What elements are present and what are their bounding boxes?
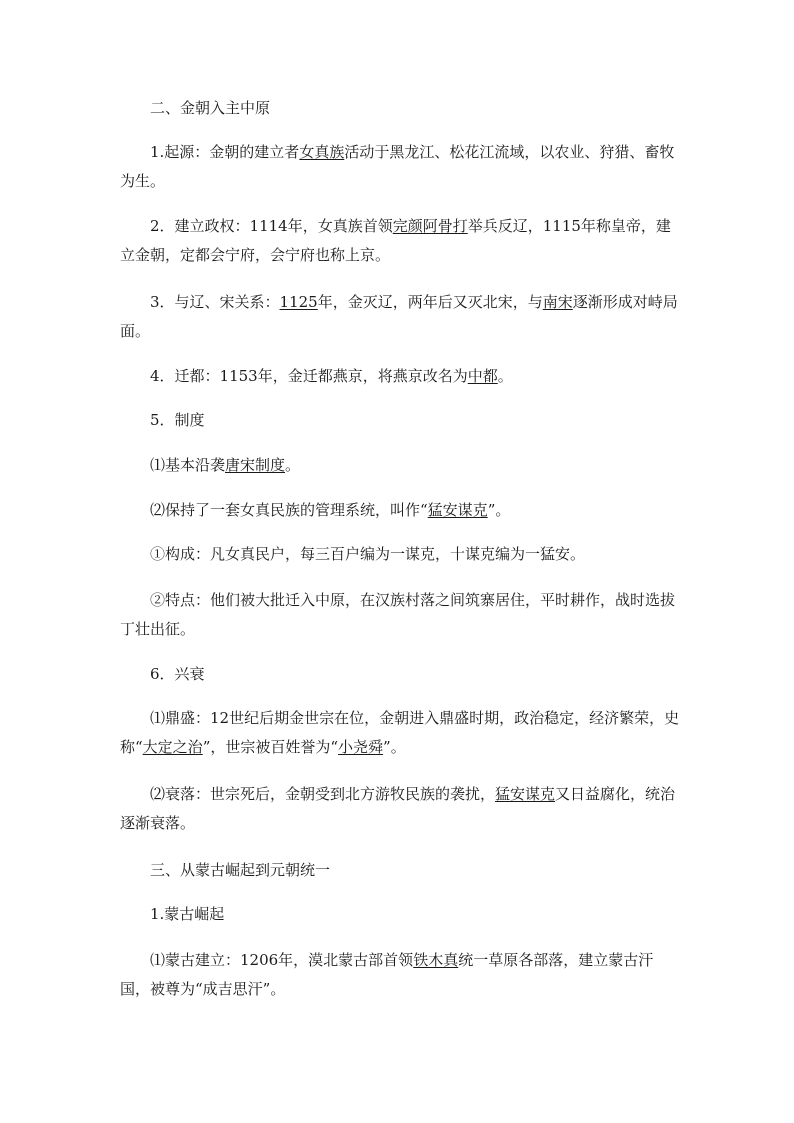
paragraph-system-1	[120, 451, 680, 480]
text-segment: 。	[285, 456, 301, 474]
text-segment: 举兵反辽，1115年称皇帝，建立金朝，定都会宁府，会宁府也称上京。	[120, 217, 671, 264]
underlined-term: 小尧舜	[338, 738, 384, 756]
underlined-term: 猛安谋克	[427, 501, 488, 519]
text-segment: 4．迁都：1153年，金迁都燕京，将燕京改名为	[150, 367, 468, 385]
text-segment: ⑵保持了一套女真民族的管理系统，叫作“	[150, 501, 428, 519]
paragraph-origin	[120, 138, 680, 196]
text-segment: 逐渐形成对峙局面。	[120, 293, 678, 340]
subheading-text: 1.蒙古崛起	[150, 905, 225, 923]
subheading-system	[120, 406, 680, 435]
underlined-term: 1125	[279, 293, 318, 311]
underlined-term: 中都	[467, 367, 498, 385]
paragraph-relations	[120, 288, 680, 346]
text-segment: 1.起源：金朝的建立者	[150, 143, 300, 161]
text-segment: ”，世宗被百姓誉为“	[202, 738, 339, 756]
paragraph-peak	[120, 704, 680, 762]
underlined-term: 猛安谋克	[495, 785, 556, 803]
underlined-term: 唐宋制度	[225, 456, 286, 474]
text-segment: 又日益腐化，统治逐渐衰落。	[120, 785, 676, 832]
paragraph-composition	[120, 540, 680, 569]
text-segment: ②特点：他们被大批迁入中原，在汉族村落之间筑寨居住，平时耕作，战时选拔丁壮出征。	[120, 591, 676, 638]
underlined-term: 铁木真	[413, 951, 459, 969]
text-segment: ⑴鼎盛：12世纪后期金世宗在位，金朝进入鼎盛时期，政治稳定，经济繁荣，史称“	[120, 709, 680, 756]
section-title-jin-text: 二、金朝入主中原	[150, 99, 271, 117]
text-segment: ”。	[383, 738, 406, 756]
section-title-jin	[120, 94, 680, 123]
text-segment: ⑴基本沿袭	[150, 456, 226, 474]
text-segment: 2．建立政权：1114年，女真族首领	[150, 217, 393, 235]
underlined-term: 女真族	[299, 143, 345, 161]
text-segment: ”。	[487, 501, 511, 519]
text-segment: ⑵衰落：世宗死后，金朝受到北方游牧民族的袭扰，	[150, 785, 496, 803]
text-segment: 统一草原各部落，建立蒙古汗国，被尊为“成吉思汗”。	[120, 951, 654, 998]
text-segment: 活动于黑龙江、松花江流域，以农业、狩猎、畜牧为生。	[120, 143, 675, 190]
section-title-mongol-text: 三、从蒙古崛起到元朝统一	[150, 861, 331, 879]
subheading-text: 5．制度	[150, 411, 205, 429]
subheading-mongol-rise	[120, 900, 680, 929]
underlined-term: 南宋	[542, 293, 573, 311]
paragraph-establishment	[120, 212, 680, 270]
subheading-rise-fall	[120, 660, 680, 689]
text-segment: 年，金灭辽，两年后又灭北宋，与	[317, 293, 543, 311]
section-title-mongol	[120, 856, 680, 885]
paragraph-mongol-founding	[120, 946, 680, 1004]
text-segment: 。	[497, 367, 513, 385]
text-segment: ①构成：凡女真民户，每三百户编为一谋克，十谋克编为一猛安。	[150, 545, 586, 563]
paragraph-capital-move	[120, 362, 680, 391]
text-segment: 3．与辽、宋关系：	[150, 293, 280, 311]
paragraph-decline	[120, 780, 680, 838]
subheading-text: 6．兴衰	[150, 665, 205, 683]
text-segment: ⑴蒙古建立：1206年，漠北蒙古部首领	[150, 951, 414, 969]
underlined-term: 大定之治	[142, 738, 203, 756]
underlined-term: 完颜阿骨打	[392, 217, 468, 235]
paragraph-features	[120, 586, 680, 644]
paragraph-system-2	[120, 496, 680, 525]
